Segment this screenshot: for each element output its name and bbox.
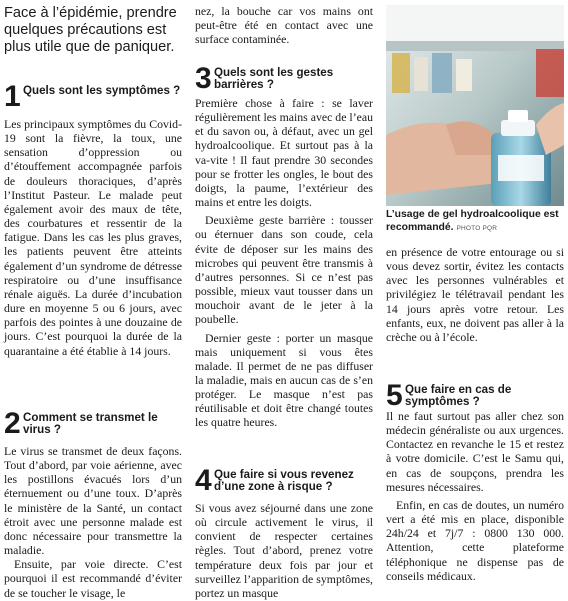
photo-illustration	[386, 5, 564, 206]
column-2	[195, 4, 373, 46]
section-3-heading	[195, 62, 373, 98]
column-1-lower	[4, 407, 182, 600]
photo-caption	[386, 209, 566, 235]
paragraph: Le virus se transmet de deux façons. Tout d’abord, par voie aérienne, avec les postillons évacués lors d’un éternuement ou d’une toux. D’après le ministère de la Santé, un contact étroit avec une personne malade est donc nécessaire pour transmettre la maladie.	[4, 444, 182, 558]
column-2-s4	[195, 464, 373, 600]
section-number: 2	[4, 407, 21, 440]
paragraph: Dernier geste : porter un masque mais uniquement si vous êtes malade. Il permet de ne pas diffuser la maladie, mais en aucun cas de s’en protéger. Le masque n’est pas réutilisable et doit être changé toutes les quatre heures.	[195, 330, 373, 430]
section-number: 3	[195, 62, 212, 95]
paragraph: Ensuite, par voie directe. C’est pourquoi il est recommandé d’éviter de se toucher le visage, le	[4, 557, 182, 600]
section-1-body	[4, 117, 182, 358]
section-4-body	[195, 501, 373, 600]
section-2-heading	[4, 407, 182, 443]
section-2-body	[4, 444, 182, 600]
intro-lead: Face à l’épidémie, prendre quelques précautions est plus utile que de paniquer.	[4, 5, 177, 55]
section-4-heading	[195, 464, 373, 500]
paragraph: Deuxième geste barrière : tousser ou éternuer dans son coude, cela évite de déposer sur les mains des microbes qui peuvent être transmis à d’autres personnes. Si ce n’est pas possible, mieux vaut tousser dans un mouchoir avant de le jeter à la poubelle.	[195, 213, 373, 327]
section-3-body	[195, 96, 373, 430]
column-1	[4, 80, 182, 358]
photo-credit: PHOTO PQR	[456, 224, 498, 232]
section-4-continued	[386, 245, 564, 344]
paragraph: Si vous avez séjourné dans une zone où circule activement le virus, il convient de respecter certaines règles. Tout d’abord, prenez votre température deux fois par jour et surveillez l’apparition de symptômes, portez un masque	[195, 501, 373, 600]
paragraph: Première chose à faire : se laver régulièrement les mains avec de l’eau et du savon ou, à défaut, avec un gel hydroalcoolique. Et surtout pas à la va-vite ! Il faut prendre 30 secondes pour se frotter les ongles, le bout des doigts, la paume, l’extérieur des mains et entre les doigts.	[195, 96, 373, 210]
paragraph: Enfin, en cas de doutes, un numéro vert a été mis en place, disponible 24h/24 et 7j/7 : 0800 130 000. Attention, cette plateforme téléphonique ne dispense pas de conseils médicaux.	[386, 497, 564, 583]
paragraph: Il ne faut surtout pas aller chez son médecin généraliste ou aux urgences. Contactez en revanche le 15 et restez à votre domicile. C’est le Samu qui, en cas de soupçons, prendra les mesures nécessaires.	[386, 409, 564, 494]
section-5-body	[386, 409, 564, 583]
column-3-s5	[386, 379, 564, 583]
section-number: 1	[4, 80, 21, 113]
section-1-heading	[4, 80, 182, 116]
hand-sanitizer-photo	[386, 5, 564, 206]
paragraph: nez, la bouche car vos mains ont peut-être été en contact avec une surface contaminée.	[195, 4, 373, 47]
section-number: 4	[195, 464, 212, 497]
column-2-s3	[195, 62, 373, 430]
section-2-continued	[195, 4, 373, 46]
section-number: 5	[386, 379, 403, 412]
section-title: Que faire si vous revenez d’une zone à risque ?	[214, 468, 354, 493]
section-title: Quels sont les symptômes ?	[23, 84, 181, 97]
section-title: Comment se transmet le virus ?	[23, 411, 158, 436]
caption-text: L’usage de gel hydroalcoolique est recommandé.	[386, 209, 559, 233]
section-title: Quels sont les gestes barrières ?	[214, 66, 334, 91]
section-5-heading	[386, 379, 564, 415]
section-title: Que faire en cas de symptômes ?	[405, 383, 512, 408]
column-3	[386, 245, 564, 344]
paragraph: en présence de votre entourage ou si vous devez sortir, évitez les contacts avec les personnes vulnérables et privilégiez le télétravail pendant les 14 jours après votre retour. Les enfants, eux, ne doivent pas aller à la crèche ou à l’école.	[386, 245, 564, 344]
paragraph: Les principaux symptômes du Covid-19 sont la fièvre, la toux, une sensation d’oppression ou d’étouffement accompagnée parfois de douleurs thoraciques, d’après l’Institut Pasteur. Le malade peut également avoir des maux de tête, des courbatures et ressentir de la fatigue. Dans les cas les plus graves, les patients peuvent être atteints également d’un syndrome de détresse respiratoire ou d’une insuffisance rénale aiguës. La durée d’incubation dure en moyenne 5 ou 6 jours, avec parfois des pointes à une douzaine de jours. C’est pourquoi la durée de la quarantaine a été établie à 14 jours.	[4, 117, 182, 358]
